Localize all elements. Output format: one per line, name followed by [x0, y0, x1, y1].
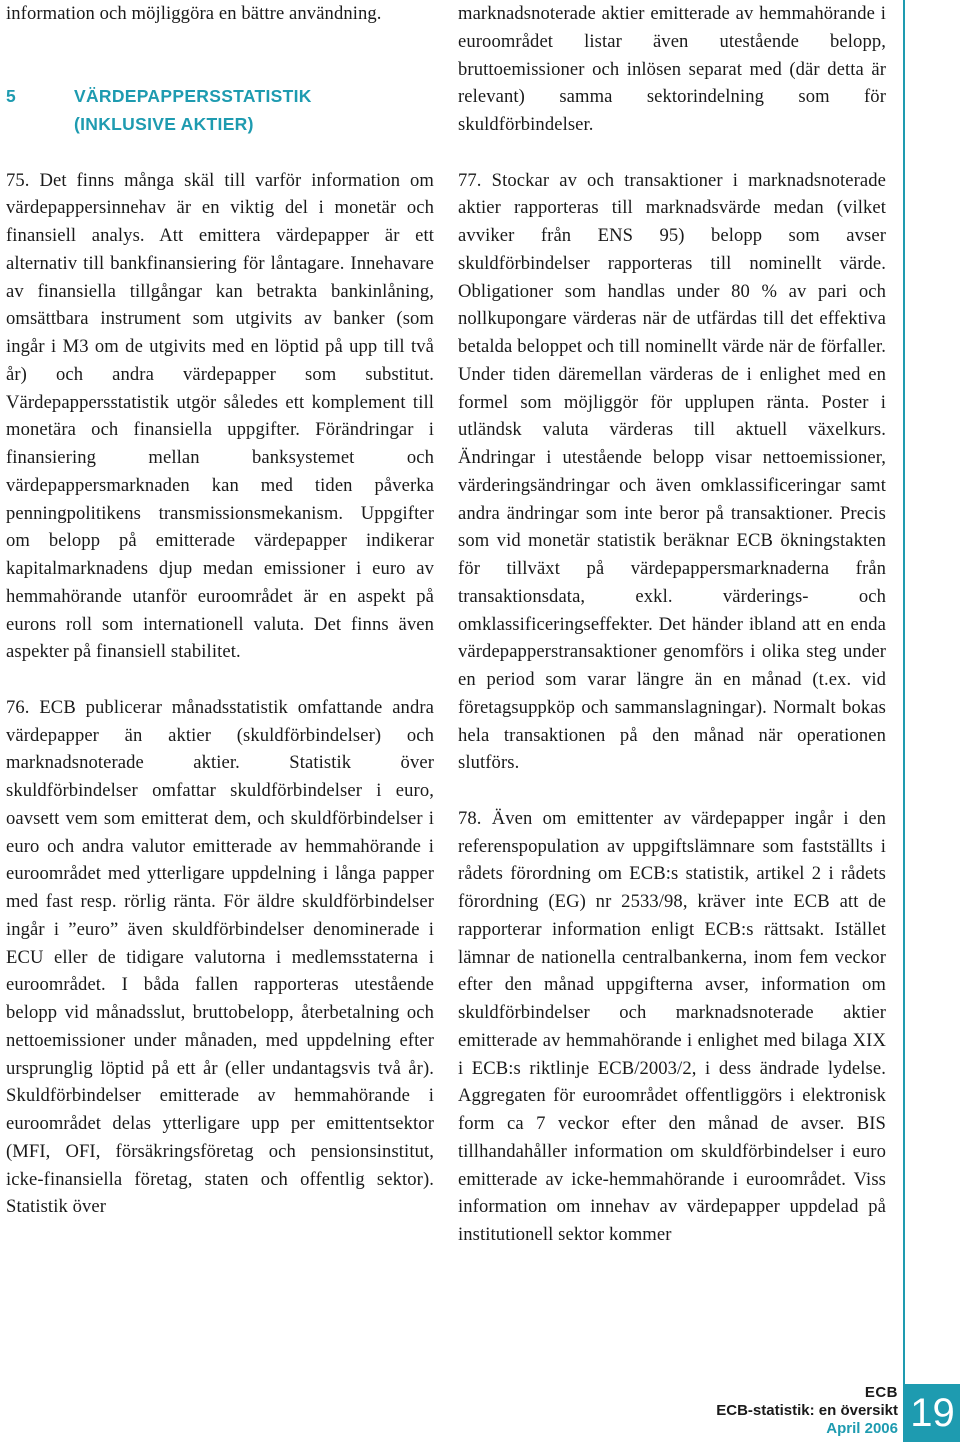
paragraph-76: 76. ECB publicerar månadsstatistik omfattande andra värdepapper än aktier (skuldförbindelser) och marknadsnoterade aktier. Statistik över skuldförbindelser omfattar skuldförbindelser i euro, oavsett vem som emitterat dem, och skuldförbindelser i euro och andra valutor emitterade av hemmahörande i euroområdet med ytterligare uppdelning i långa papper med fast resp. rörlig ränta. För äldre skuldförbindelser ingår i ”euro” även skuldförbindelser denominerade i ECU eller de tidigare valutorna i medlemsstaterna i euroområdet. I båda fallen rapporteras utestående belopp vid månadsslut, bruttobelopp, återbetalning och nettoemissioner under månaden, med uppdelning efter ursprunglig löptid på ett år (eller undantagsvis två år). Skuldförbindelser emitterade av hemmahörande i euroområdet delas ytterligare upp per emittentsektor (MFI, OFI, försäkringsföretag och pensionsinstitut, icke-finansiella företag, staten och offentlig sektor). Statistik över — [6, 696, 434, 1218]
paragraph-77: 77. Stockar av och transaktioner i marknadsnoterade aktier rapporteras till marknadsvärde medan (vilket avviker från ENS 95) belopp som avser skuldförbindelser rapporteras till nominellt värde. Obligationer som handlas under 80 % av pari och nollkupongare värderas när de utfärdas till det effektiva betalda beloppet och till nominellt värde när de förfaller. Under tiden däremellan värderas de i enlighet med en formel som möjliggör för upplupen ränta. Poster i utländsk valuta värderas till aktuell växelkurs. Ändringar i utestående belopp visar nettoemissioner, värderingsändringar och även omklassificeringar samt andra ändringar som inte beror på transaktioner. Precis som vid monetär statistik beräknar ECB ökningstakten för tillväxt på värdepappersmarknaderna från transaktionsdata, exkl. värderings- och omklassificeringseffekter. Det händer ibland att en enda värdepapperstransaktioner genomförs i olika steg under en period som varar längre än en månad (t.ex. vid företagsuppköp och sammanslagningar). Normalt bokas hela transaktionen på den månad när operationen slutförs. — [458, 169, 886, 774]
page-footer — [716, 1384, 898, 1438]
section-heading — [6, 83, 434, 139]
footer-publication: ECB-statistik: en översikt — [716, 1402, 898, 1419]
footer-date: April 2006 — [826, 1420, 898, 1437]
intro-paragraph: information och möjliggöra en bättre användning. — [6, 3, 382, 24]
section-number: 5 — [6, 86, 17, 107]
paragraph-75: 75. Det finns många skäl till varför information om värdepappersinnehav är en viktig del i monetär och finansiell analys. Att emittera värdepapper är ett alternativ till bankfinansiering för låntagare. Innehavare av finansiella tillgångar kan betrakta bankinlåning, omsättbara instrument som utgivits av banker (som ingår i M3 om de utgivits med en löptid på upp till två år) och andra värdepapper som substitut. Värdepappersstatistik utgör således ett komplement till monetära och finansiella uppgifter. Förändringar i finansiering mellan banksystemet och värdepappersmarknaden kan med tiden påverka penningpolitikens transmissionsmekanism. Uppgifter om belopp på emitterade värdepapper indikerar kapitalmarknadens djup medan emissioner i euro av hemmahörande utanför euroområdet är en aspekt på eurons roll som internationell valuta. Det finns även aspekter på finansiell stabilitet. — [6, 169, 434, 663]
paragraph-78: 78. Även om emittenter av värdepapper ingår i den referenspopulation av uppgiftslämnare som fastställts i rådets förordning om ECB:s statistik, artikel 2 i rådets förordning (EG) nr 2533/98, kräver inte ECB att de rapporterar information enligt ECB:s rättsakt. Istället lämnar de nationella centralbankerna, inom fem veckor efter den månad uppgifterna avser, information om skuldförbindelser och marknadsnoterade aktier emitterade av hemmahörande i enlighet med bilaga XIX i ECB:s riktlinje ECB/2003/2, i dess ändrade lydelse. Aggregaten för euroområdet offentliggörs i elektronisk form ca 7 veckor efter den månad de avser. BIS tillhandahåller information om skuldförbindelser i euro emitterade av icke-hemmahörande i euroområdet. Viss information om innehav av värdepapper uppdelad på institutionell sektor kommer — [458, 807, 886, 1245]
margin-rule — [903, 0, 905, 1442]
page-number: 19 — [905, 1384, 960, 1442]
section-title-line2: (INKLUSIVE AKTIER) — [74, 114, 254, 134]
left-column — [6, 0, 434, 1221]
section-title-line1: VÄRDEPAPPERSSTATISTIK — [74, 86, 312, 107]
footer-org: ECB — [864, 1384, 898, 1401]
continued-paragraph: marknadsnoterade aktier emitterade av hemmahörande i euroområdet listar även utestående belopp, bruttoemissioner och inlösen separat med (där detta är relevant) samma sektorindelning som för skuldförbindelser. — [458, 3, 886, 135]
right-column — [458, 0, 886, 1249]
